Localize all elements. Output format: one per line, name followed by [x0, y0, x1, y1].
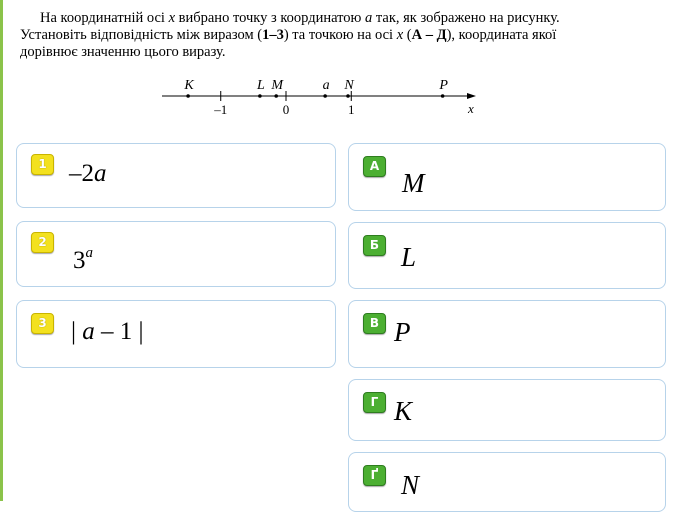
number-badge: 2: [31, 232, 54, 253]
task-text: ), координата якої: [446, 27, 557, 43]
point-label: P: [439, 78, 448, 93]
answer-label: N: [401, 470, 420, 500]
task-text: ) та точкою на осі: [283, 27, 397, 43]
expr-var: a: [82, 318, 95, 345]
axis-point: [346, 94, 350, 98]
task-text: Установіть відповідність між виразом (: [20, 27, 263, 43]
expr-minus-one: – 1: [94, 318, 139, 345]
task-var-a: a: [365, 10, 373, 26]
expr-number: –2: [69, 160, 94, 187]
expression-card-3[interactable]: [16, 300, 336, 368]
letter-badge: В: [363, 313, 386, 334]
task-letters: А – Д: [411, 27, 447, 43]
task-var-x: x: [168, 10, 176, 26]
expression-card-2[interactable]: [16, 221, 336, 287]
axis-point: [441, 94, 445, 98]
task-text: дорівнює значенню цього виразу.: [20, 44, 226, 60]
expression-card-1[interactable]: [16, 143, 336, 208]
answer-card-ge[interactable]: [348, 452, 666, 512]
expression-3: [71, 318, 144, 346]
tick-label: 0: [282, 102, 290, 117]
axis-label: x: [468, 101, 474, 116]
expr-var: a: [94, 160, 107, 187]
point-label: K: [184, 78, 194, 93]
left-accent-bar: [0, 0, 3, 501]
point-label: L: [256, 78, 265, 93]
axis-point: [186, 94, 190, 98]
axis-point: [323, 94, 327, 98]
letter-badge: Б: [363, 235, 386, 256]
number-badge: 1: [31, 154, 54, 175]
axis-point: [274, 94, 278, 98]
expr-exponent: a: [85, 245, 93, 261]
answer-card-v[interactable]: [348, 300, 666, 368]
answer-card-g[interactable]: [348, 379, 666, 441]
letter-badge: А: [363, 156, 386, 177]
task-text: (: [403, 27, 412, 43]
expression-1: [69, 160, 107, 188]
axis-point: [258, 94, 262, 98]
expression-2: [73, 239, 93, 275]
answer-label: K: [394, 396, 413, 426]
task-text: вибрано точку з координатою: [175, 10, 366, 26]
answer-card-b[interactable]: [348, 222, 666, 289]
answer-card-a[interactable]: [348, 143, 666, 211]
abs-bar-left: |: [71, 318, 77, 345]
tick-label: –1: [214, 102, 228, 117]
task-text: На координатній осі: [40, 10, 169, 26]
number-line-figure: [150, 74, 490, 124]
task-statement: [20, 10, 668, 61]
point-label: a: [322, 78, 330, 93]
task-text: так, як зображено на рисунку.: [372, 10, 560, 26]
point-label: N: [344, 78, 354, 93]
number-badge: 3: [31, 313, 54, 334]
task-var-x: x: [396, 27, 404, 43]
letter-badge: Ґ: [363, 465, 386, 486]
abs-bar-right: |: [138, 318, 144, 345]
task-range: 1–3: [262, 27, 284, 43]
point-label: M: [271, 78, 284, 93]
answer-label: M: [402, 168, 425, 198]
expr-base: 3: [73, 247, 86, 274]
letter-badge: Г: [363, 392, 386, 413]
tick-label: 1: [348, 102, 355, 117]
axis-arrow: [467, 93, 476, 99]
answer-label: P: [394, 317, 411, 347]
answer-label: L: [401, 242, 417, 272]
